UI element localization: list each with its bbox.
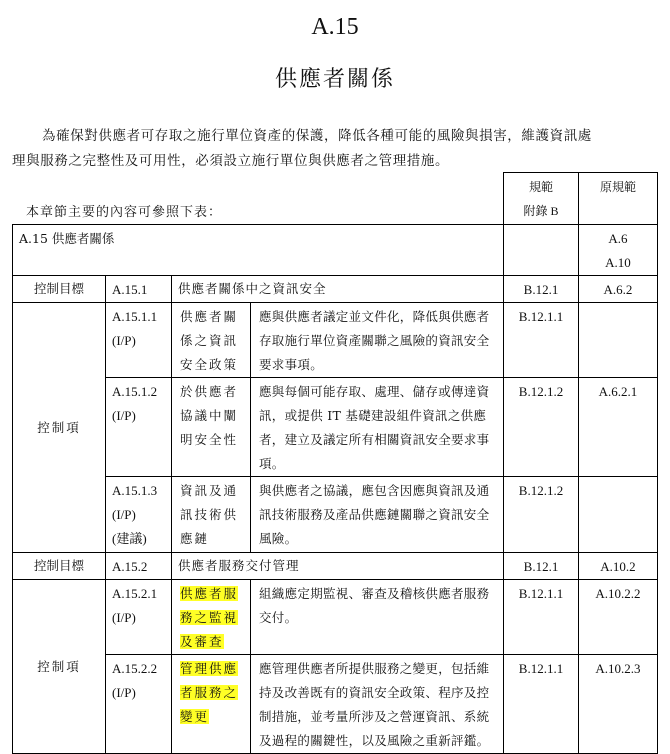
- control-id: [106, 303, 172, 378]
- control-name: [172, 580, 251, 655]
- control-id-line: (建議): [112, 531, 147, 546]
- objective-ref-b: B.12.1: [504, 276, 579, 303]
- control-id-line: (I/P): [112, 685, 136, 700]
- section-orig-line1: A.6: [608, 231, 628, 246]
- control-row: [13, 655, 658, 754]
- intro-paragraph: [12, 124, 662, 174]
- objective-id: A.15.1: [106, 276, 172, 303]
- control-group-label: 控制項: [13, 303, 106, 553]
- objective-type-label: 控制目標: [13, 553, 106, 580]
- section-code: A.15: [311, 14, 359, 40]
- control-ref-orig: A.10.2.2: [579, 580, 658, 655]
- control-description: 與供應者之協議，應包含因應與資訊及通訊技術服務及產品供應鏈關聯之資訊安全風險。: [251, 477, 504, 553]
- objective-id: A.15.2: [106, 553, 172, 580]
- control-id-line: (I/P): [112, 610, 136, 625]
- control-description: 應與每個可能存取、處理、儲存或傳達資訊，或提供 IT 基礎建設組件資訊之供應者，建立及議定所有相關資訊安全要求事項。: [251, 378, 504, 477]
- intro-line-1: 為確保對供應者可存取之施行單位資產的保護，降低各種可能的風險與損害，維護資訊處: [42, 128, 592, 144]
- control-id: [106, 477, 172, 553]
- section-title: 供應者關係: [274, 67, 395, 92]
- control-id-line: A.15.1.2: [112, 384, 158, 399]
- control-ref-orig: A.10.2.3: [579, 655, 658, 754]
- control-id-line: (I/P): [112, 333, 136, 348]
- control-name: [172, 303, 251, 378]
- control-table: [12, 172, 658, 754]
- control-id-line: A.15.2.1: [112, 586, 158, 601]
- control-ref-b: B.12.1.2: [504, 378, 579, 477]
- section-orig-line2: A.10: [605, 255, 631, 270]
- objective-row: [13, 276, 658, 303]
- control-description: 組織應定期監視、審查及稽核供應者服務交付。: [251, 580, 504, 655]
- control-id-line: (I/P): [112, 408, 136, 423]
- section-row: [13, 225, 658, 276]
- section-ref-b: [504, 225, 579, 276]
- reference-note: 本章節主要的內容可參照下表：: [26, 205, 223, 220]
- appendix-b-header-line2: 附錄 B: [523, 204, 559, 218]
- control-id-line: A.15.2.2: [112, 661, 158, 676]
- control-description: 應管理供應者所提供服務之變更，包括維持及改善既有的資訊安全政策、程序及控制措施，並考量所涉及之營運資訊、系統及過程的關鍵性，以及風險之重新評鑑。: [251, 655, 504, 754]
- control-id: [106, 580, 172, 655]
- control-name-text: 供應者服務之監視及審查: [180, 586, 239, 649]
- control-ref-b: B.12.1.1: [504, 580, 579, 655]
- control-name-text: 管理供應者服務之變更: [180, 661, 239, 724]
- control-name-text: 供應者關係之資訊安全政策: [180, 309, 239, 372]
- control-ref-orig: A.6.2.1: [579, 378, 658, 477]
- control-ref-b: B.12.1.1: [504, 303, 579, 378]
- original-header-line1: 原規範: [599, 180, 636, 194]
- control-ref-orig: [579, 303, 658, 378]
- control-name: [172, 655, 251, 754]
- control-group-label: 控制項: [13, 580, 106, 754]
- section-label: A.15 供應者關係: [13, 225, 504, 276]
- objective-type-label: 控制目標: [13, 276, 106, 303]
- control-id-line: A.15.1.3: [112, 483, 158, 498]
- original-header: [579, 173, 658, 225]
- control-ref-orig: [579, 477, 658, 553]
- control-name-text: 資訊及通訊技術供應鏈: [180, 483, 239, 546]
- control-id-line: (I/P): [112, 507, 136, 522]
- intro-line-2: 理與服務之完整性及可用性，必須設立施行單位與供應者之管理措施。: [12, 153, 450, 169]
- objective-ref-orig: A.10.2: [579, 553, 658, 580]
- control-id: [106, 378, 172, 477]
- control-row: [13, 303, 658, 378]
- control-name: [172, 378, 251, 477]
- objective-ref-b: B.12.1: [504, 553, 579, 580]
- control-name: [172, 477, 251, 553]
- control-ref-b: B.12.1.2: [504, 477, 579, 553]
- section-ref-orig: [579, 225, 658, 276]
- appendix-b-header-line1: 規範: [528, 180, 553, 194]
- control-description: 應與供應者議定並文件化，降低與供應者存取施行單位資產關聯之風險的資訊安全要求事項。: [251, 303, 504, 378]
- objective-ref-orig: A.6.2: [579, 276, 658, 303]
- objective-name: 供應者服務交付管理: [172, 553, 504, 580]
- objective-row: [13, 553, 658, 580]
- control-id-line: A.15.1.1: [112, 309, 158, 324]
- objective-name: 供應者關係中之資訊安全: [172, 276, 504, 303]
- control-id: [106, 655, 172, 754]
- control-name-text: 於供應者協議中闡明安全性: [180, 384, 239, 447]
- control-row: [13, 378, 658, 477]
- appendix-b-header: [504, 173, 579, 225]
- control-row: [13, 477, 658, 553]
- control-row: [13, 580, 658, 655]
- control-ref-b: B.12.1.1: [504, 655, 579, 754]
